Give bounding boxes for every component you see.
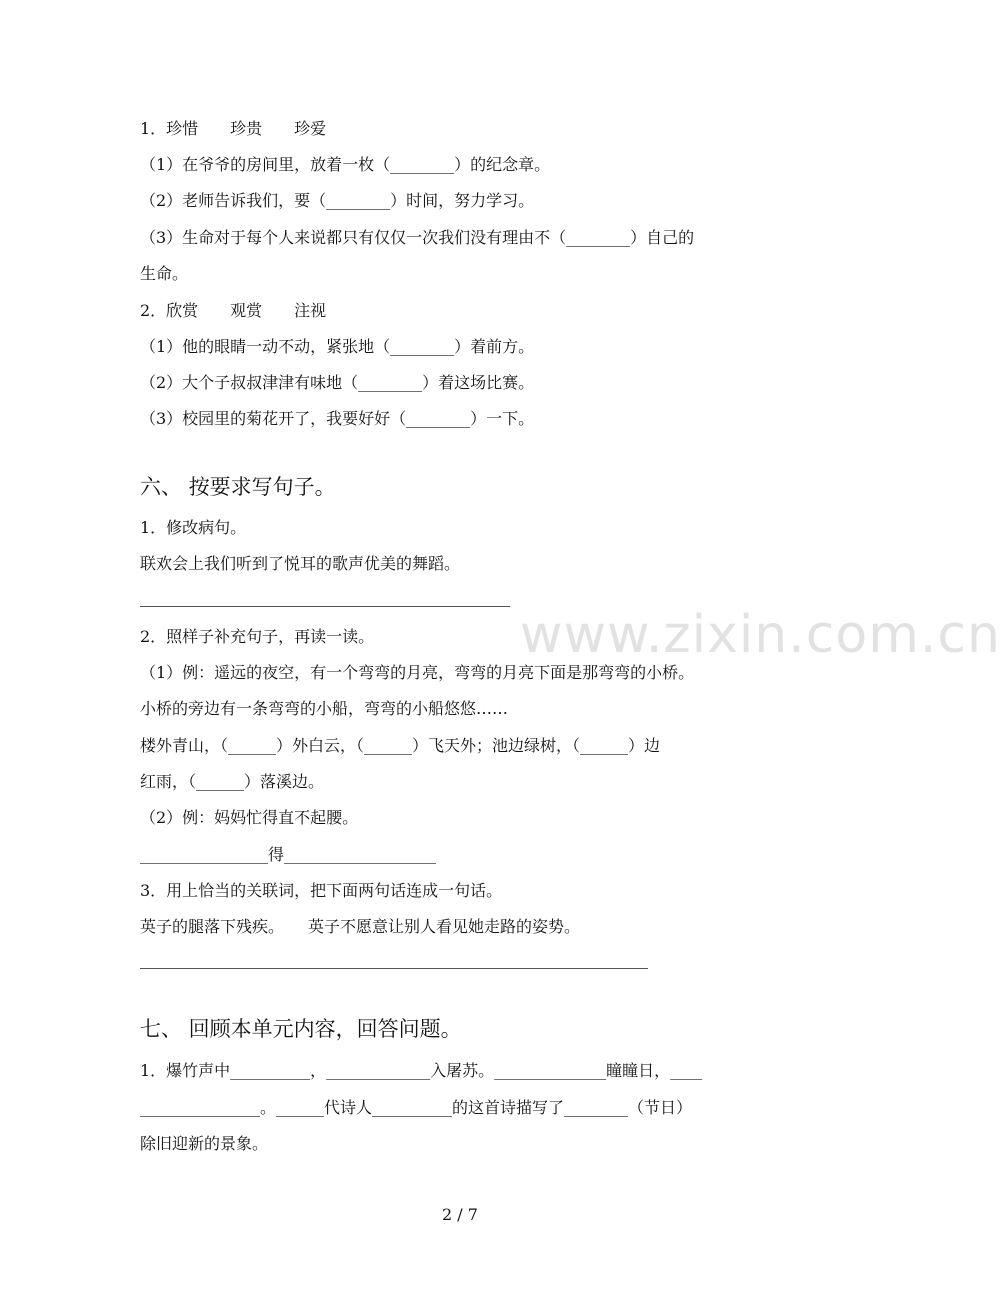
s6-item2-fill1a: 楼外青山，（______）外白云，（______）飞天外；池边绿树，（______）边 bbox=[140, 736, 661, 755]
s6-item2-fill2: ________________得___________________ bbox=[140, 845, 437, 864]
q1-sentence-2: （2）老师告诉我们，要（________）时间，努力学习。 bbox=[140, 191, 535, 210]
s6-item2-example1b: 小桥的旁边有一条弯弯的小船，弯弯的小船悠悠…… bbox=[140, 699, 509, 718]
s6-item2-title: 2．照样子补充句子，再读一读。 bbox=[140, 627, 375, 646]
s7-line-2: _______________。______代诗人__________的这首诗描写了________（节日） bbox=[140, 1098, 693, 1117]
watermark: www.zixin.com.cn bbox=[520, 605, 1001, 665]
s7-line-1: 1．爆竹声中__________，_____________入屠苏。______________瞳瞳日，____ bbox=[140, 1061, 703, 1080]
q1-heading: 1．珍惜 珍贵 珍爱 bbox=[140, 119, 327, 138]
s6-item3-title: 3．用上恰当的关联词，把下面两句话连成一句话。 bbox=[140, 881, 503, 900]
s7-line-3: 除旧迎新的景象。 bbox=[140, 1134, 269, 1153]
q2-sentence-3: （3）校园里的菊花开了，我要好好（________）一下。 bbox=[140, 409, 535, 428]
s6-item1-title: 1．修改病句。 bbox=[140, 518, 247, 537]
s6-item1-sentence: 联欢会上我们听到了悦耳的歌声优美的舞蹈。 bbox=[140, 554, 461, 573]
q2-heading: 2．欣赏 观赏 注视 bbox=[140, 301, 327, 320]
answer-line bbox=[140, 606, 510, 607]
section7-title: 七、 回顾本单元内容，回答问题。 bbox=[140, 1017, 462, 1041]
section6-title: 六、 按要求写句子。 bbox=[140, 475, 336, 499]
s6-item3-sentence: 英子的腿落下残疾。 英子不愿意让别人看见她走路的姿势。 bbox=[140, 917, 581, 936]
q1-sentence-3b: 生命。 bbox=[140, 264, 189, 283]
q2-sentence-1: （1）他的眼睛一动不动，紧张地（________）着前方。 bbox=[140, 337, 535, 356]
s6-item2-fill1b: 红雨，（______）落溪边。 bbox=[140, 772, 325, 791]
q2-sentence-2: （2）大个子叔叔津津有味地（________）着这场比赛。 bbox=[140, 373, 535, 392]
s6-item2-example1a: （1）例：遥远的夜空，有一个弯弯的月亮，弯弯的月亮下面是那弯弯的小桥。 bbox=[140, 663, 695, 682]
q1-sentence-3a: （3）生命对于每个人来说都只有仅仅一次我们没有理由不（________）自己的 bbox=[140, 228, 695, 247]
s6-item2-example2: （2）例：妈妈忙得直不起腰。 bbox=[140, 808, 359, 827]
answer-line bbox=[140, 968, 648, 969]
q1-sentence-1: （1）在爷爷的房间里，放着一枚（________）的纪念章。 bbox=[140, 155, 551, 174]
page-number: 2 / 7 bbox=[442, 1205, 478, 1224]
